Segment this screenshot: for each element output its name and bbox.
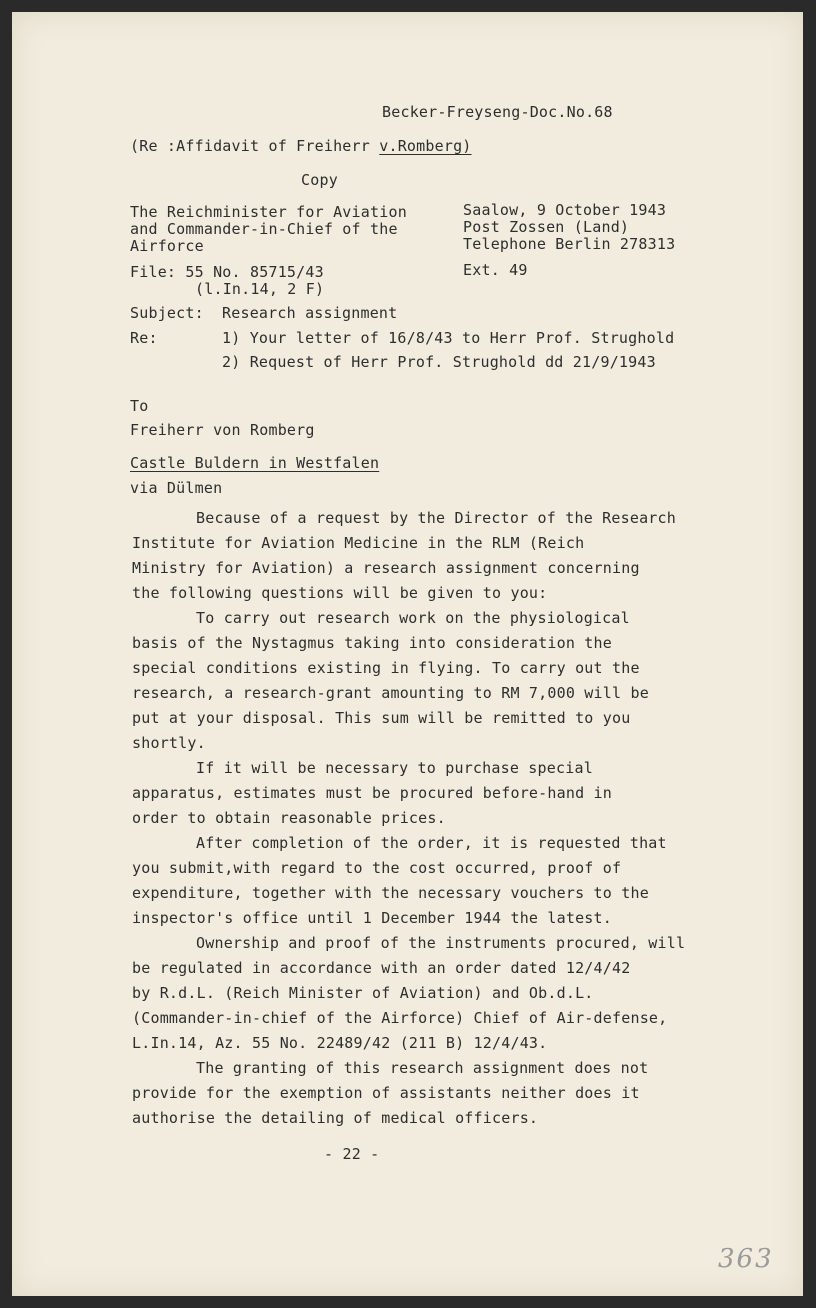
address-to: To	[130, 397, 149, 415]
body-line: Institute for Aviation Medicine in the RLM (Reich	[132, 534, 585, 552]
body-line: put at your disposal. This sum will be remitted to you	[132, 709, 631, 727]
doc-reference: Becker-Freyseng-Doc.No.68	[382, 103, 613, 121]
body-line: Because of a request by the Director of the Research	[196, 509, 676, 527]
subject-text: Research assignment	[222, 304, 398, 322]
copy-label: Copy	[301, 171, 338, 189]
re-affidavit-prefix: (Re :Affidavit of Freiherr	[130, 137, 380, 155]
document-page	[12, 12, 803, 1296]
body-line: the following questions will be given to you:	[132, 584, 548, 602]
handwritten-archive-number: 363	[718, 1244, 774, 1274]
subject-label: Subject:	[130, 304, 204, 322]
body-line: research, a research-grant amounting to RM 7,000 will be	[132, 684, 649, 702]
body-line: you submit,with regard to the cost occurred, proof of	[132, 859, 622, 877]
body-line: L.In.14, Az. 55 No. 22489/42 (211 B) 12/4/43.	[132, 1034, 548, 1052]
extension: Ext. 49	[463, 261, 528, 279]
body-line: shortly.	[132, 734, 206, 752]
body-line: basis of the Nystagmus taking into consideration the	[132, 634, 612, 652]
sender-line-2: and Commander-in-Chief of the	[130, 220, 398, 238]
body-line: (Commander-in-chief of the Airforce) Chief of Air-defense,	[132, 1009, 668, 1027]
sender-line-3: Airforce	[130, 237, 204, 255]
body-line: provide for the exemption of assistants neither does it	[132, 1084, 640, 1102]
re-item-1: 1) Your letter of 16/8/43 to Herr Prof. Strughold	[222, 329, 675, 347]
body-line: Ownership and proof of the instruments procured, will	[196, 934, 686, 952]
sender-line-1: The Reichminister for Aviation	[130, 203, 407, 221]
body-line: apparatus, estimates must be procured before-hand in	[132, 784, 612, 802]
address-name: Freiherr von Romberg	[130, 421, 315, 439]
page-number: - 22 -	[324, 1145, 380, 1163]
body-line: by R.d.L. (Reich Minister of Aviation) and Ob.d.L.	[132, 984, 594, 1002]
place-date: Saalow, 9 October 1943	[463, 201, 667, 219]
body-line: order to obtain reasonable prices.	[132, 809, 446, 827]
re-item-2: 2) Request of Herr Prof. Strughold dd 21/9/1943	[222, 353, 656, 371]
file-number: File: 55 No. 85715/43	[130, 263, 324, 281]
address-castle: Castle Buldern in Westfalen	[130, 454, 380, 472]
re-affidavit-line	[130, 138, 472, 155]
body-line: authorise the detailing of medical officers.	[132, 1109, 539, 1127]
body-line: The granting of this research assignment does not	[196, 1059, 649, 1077]
post-office: Post Zossen (Land)	[463, 218, 630, 236]
re-affidavit-name: v.Romberg)	[379, 137, 472, 155]
re-label: Re:	[130, 329, 158, 347]
file-reference: (l.In.14, 2 F)	[195, 280, 325, 298]
body-line: Ministry for Aviation) a research assignment concerning	[132, 559, 640, 577]
body-line: inspector's office until 1 December 1944 the latest.	[132, 909, 612, 927]
body-line: be regulated in accordance with an order dated 12/4/42	[132, 959, 631, 977]
body-line: expenditure, together with the necessary vouchers to the	[132, 884, 649, 902]
telephone: Telephone Berlin 278313	[463, 235, 676, 253]
body-line: After completion of the order, it is requested that	[196, 834, 667, 852]
body-line: If it will be necessary to purchase special	[196, 759, 593, 777]
body-line: To carry out research work on the physiological	[196, 609, 630, 627]
body-line: special conditions existing in flying. To carry out the	[132, 659, 640, 677]
address-via: via Dülmen	[130, 479, 223, 497]
